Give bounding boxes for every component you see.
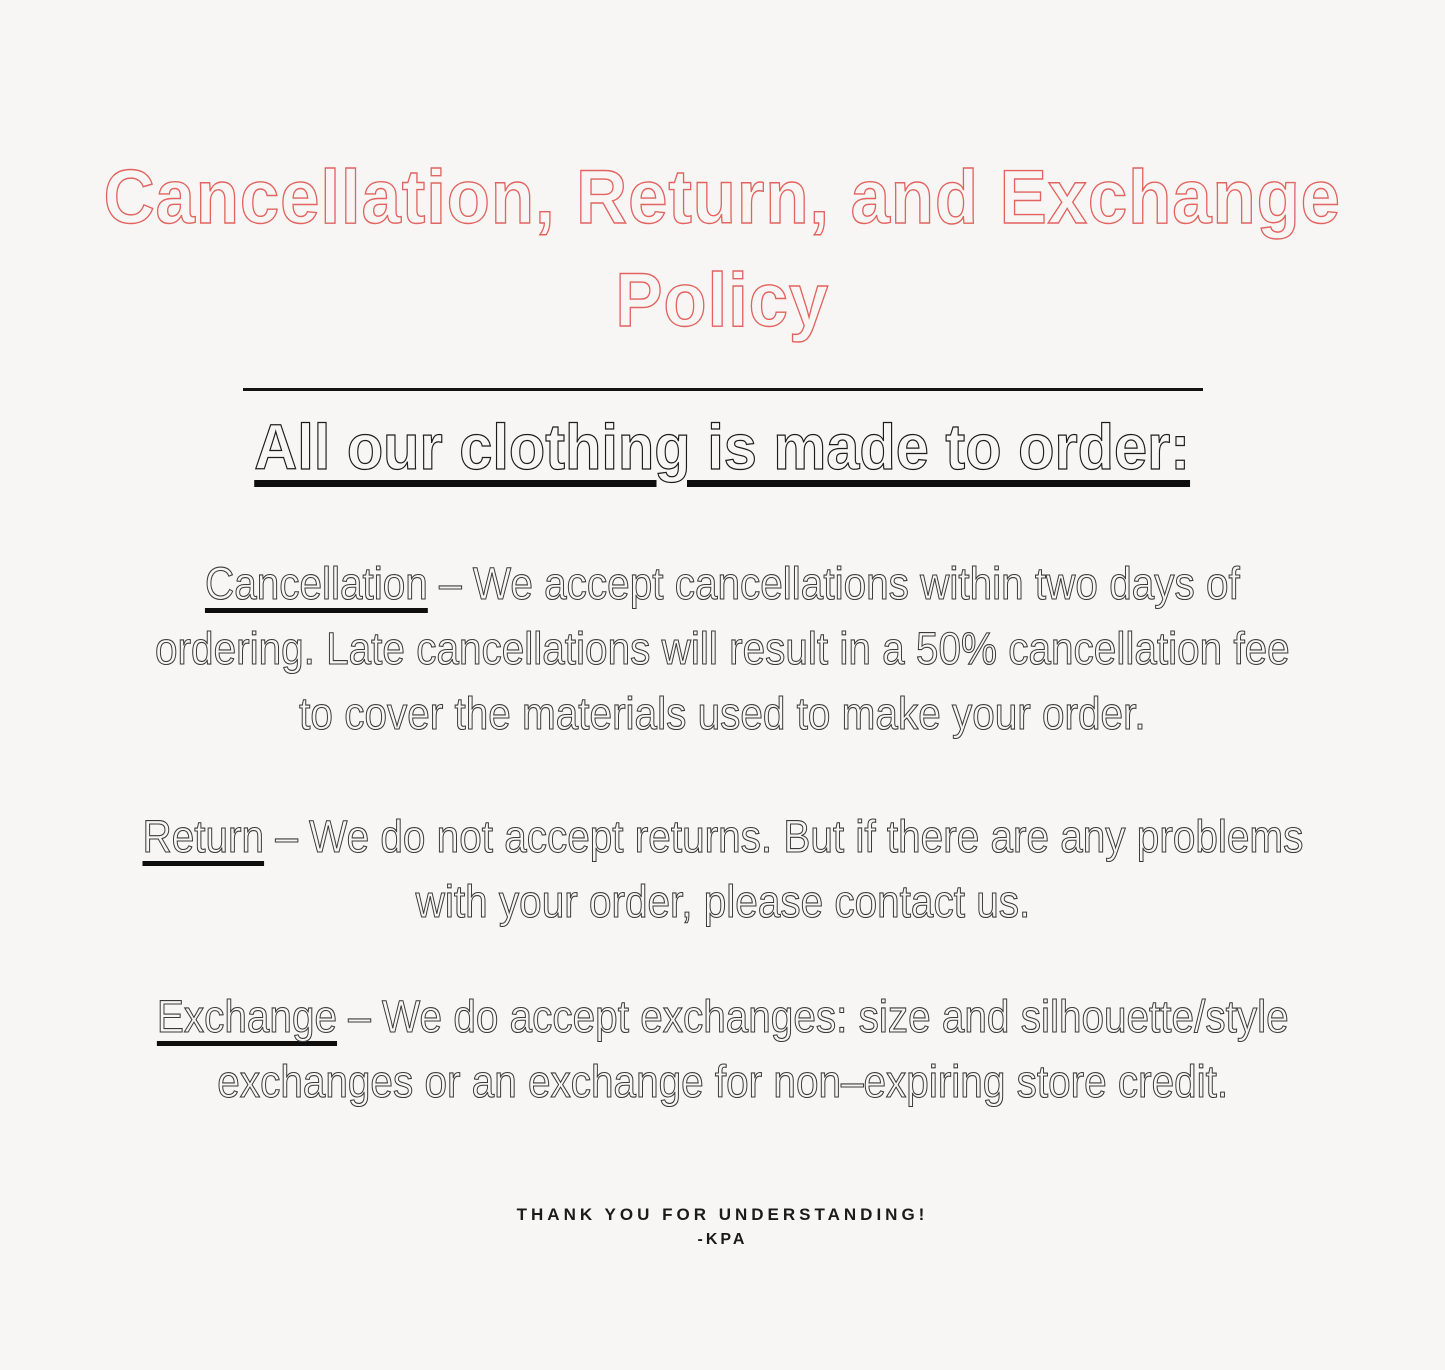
footer [517,1202,929,1252]
section-line [157,984,1289,1049]
page-title-line-1: Cancellation, Return, and Exchange [103,155,1342,240]
section-return-text: – We do not accept returns. But if there are any problems [274,811,1303,862]
footer-signature: -KPA [697,1231,748,1248]
section-return-heading: Return [142,811,264,862]
section-cancellation [155,551,1290,746]
section-exchange [157,984,1289,1114]
section-line: exchanges or an exchange for non–expiring store credit. [217,1056,1228,1107]
section-return [142,804,1303,934]
page-title-line-2: Policy [615,258,830,343]
section-exchange-heading: Exchange [156,991,337,1042]
subtitle: All our clothing is made to order: [254,411,1191,483]
section-line: to cover the materials used to make your order. [299,688,1146,739]
section-line: ordering. Late cancellations will result in a 50% cancellation fee [155,623,1290,674]
section-exchange-text: – We do accept exchanges: size and silhouette/style [348,991,1289,1042]
section-cancellation-heading: Cancellation [205,558,428,609]
section-line [142,804,1303,869]
section-line [155,551,1290,616]
section-cancellation-text: – We accept cancellations within two days of [439,558,1240,609]
footer-thanks-text: THANK YOU FOR UNDERSTANDING! [516,1205,929,1224]
title-divider-rule [243,388,1203,391]
section-line: with your order, please contact us. [415,876,1030,927]
page-title [104,146,1341,352]
